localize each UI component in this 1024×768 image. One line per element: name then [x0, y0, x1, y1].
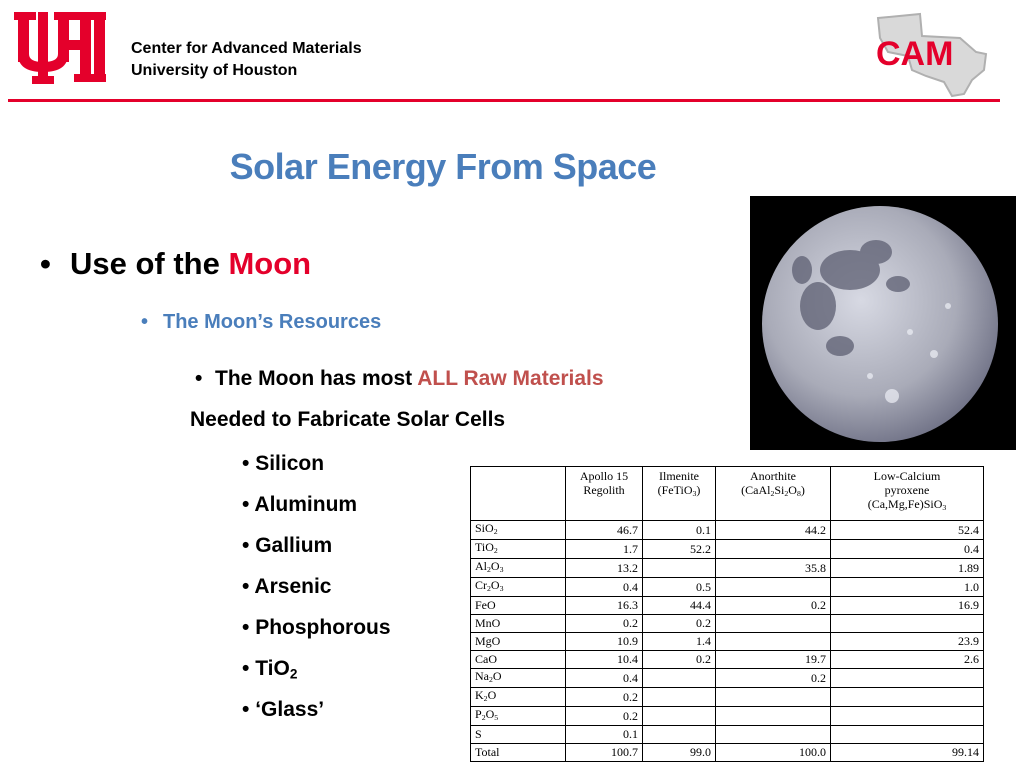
table-cell: 46.7: [566, 521, 643, 540]
row-label: $K_2O$: [471, 687, 566, 706]
table-cell: 0.2: [716, 596, 831, 614]
materials-list: [242, 452, 391, 739]
list-item: • Silicon: [242, 452, 325, 475]
org-line-2: University of Houston: [131, 62, 298, 79]
column-header: Low-Calcium pyroxene (Ca,Mg,Fe)SiO$_3$: [831, 467, 984, 521]
table-cell: [716, 706, 831, 725]
table-cell: 0.5: [643, 577, 716, 596]
bullet2-text: The Moon’s Resources: [163, 311, 382, 333]
bullet1-text: Use of the: [70, 246, 229, 281]
table-cell: 1.89: [831, 558, 984, 577]
table-cell: [643, 558, 716, 577]
table-cell: 100.7: [566, 743, 643, 761]
table-cell: 35.8: [716, 558, 831, 577]
bullet-marker: •: [141, 311, 149, 333]
bullet-raw-materials: [195, 367, 604, 391]
organization-name: [131, 38, 362, 82]
table-cell: 23.9: [831, 632, 984, 650]
table-cell: 0.2: [643, 614, 716, 632]
table-cell: [643, 706, 716, 725]
table-row: [471, 558, 984, 577]
table-header-row: [471, 467, 984, 521]
table-cell: [831, 687, 984, 706]
row-label: MnO: [471, 614, 566, 632]
list-item: • Gallium: [242, 534, 333, 557]
table-cell: 0.2: [643, 650, 716, 668]
table-cell: 2.6: [831, 650, 984, 668]
table-cell: 0.1: [566, 725, 643, 743]
cam-logo-text: CAM: [876, 35, 954, 73]
bullet3-continuation: Needed to Fabricate Solar Cells: [190, 408, 506, 431]
bullet3-highlight: ALL Raw Materials: [417, 367, 604, 390]
table-cell: 10.4: [566, 650, 643, 668]
row-label: $Cr_2O_3$: [471, 577, 566, 596]
table-row: [471, 614, 984, 632]
table-cell: 1.4: [643, 632, 716, 650]
table-cell: [831, 725, 984, 743]
table-cell: 44.2: [716, 521, 831, 540]
row-label: Total: [471, 743, 566, 761]
table-cell: [716, 725, 831, 743]
row-label: $P_2O_5$: [471, 706, 566, 725]
table-cell: 0.2: [566, 614, 643, 632]
row-label: S: [471, 725, 566, 743]
table-cell: 44.4: [643, 596, 716, 614]
table-cell: 0.4: [566, 577, 643, 596]
composition-table: [470, 466, 984, 762]
table-cell: [643, 668, 716, 687]
bullet-use-of-moon: [40, 246, 311, 282]
row-label: TiO$_2$: [471, 539, 566, 558]
table-row: [471, 539, 984, 558]
table-cell: 52.4: [831, 521, 984, 540]
column-header: [471, 467, 566, 521]
table-cell: [716, 614, 831, 632]
bullet1-highlight: Moon: [228, 246, 312, 281]
table-cell: 1.7: [566, 539, 643, 558]
column-header: Ilmenite (FeTiO$_3$): [643, 467, 716, 521]
table-row: [471, 632, 984, 650]
table-row: [471, 521, 984, 540]
table-cell: [643, 687, 716, 706]
table-cell: 1.0: [831, 577, 984, 596]
table-cell: 0.4: [831, 539, 984, 558]
table-cell: 99.14: [831, 743, 984, 761]
table-cell: [716, 687, 831, 706]
table-cell: [716, 539, 831, 558]
bullet-moon-resources: [141, 311, 381, 334]
column-header: Anorthite $(CaAl_2Si_2O_8)$: [716, 467, 831, 521]
org-line-1: Center for Advanced Materials: [131, 40, 362, 57]
table-row: [471, 650, 984, 668]
table-row: [471, 596, 984, 614]
table-cell: 0.2: [716, 668, 831, 687]
table-cell: [831, 668, 984, 687]
slide-title: Solar Energy From Space: [229, 146, 657, 187]
row-label: $Al_2O_3$: [471, 558, 566, 577]
header-divider: [8, 99, 1000, 102]
table-cell: 19.7: [716, 650, 831, 668]
bullet-marker: •: [40, 246, 51, 281]
list-item: • Aluminum: [242, 493, 358, 516]
row-label: SiO$_2$: [471, 521, 566, 540]
bullet3-text: The Moon has most: [215, 367, 418, 390]
table-cell: [716, 632, 831, 650]
list-item: • ‘Glass’: [242, 698, 325, 721]
table-row: [471, 687, 984, 706]
cam-logo: [868, 8, 996, 98]
table-body: [471, 521, 984, 762]
bullet-marker: •: [195, 367, 203, 390]
table-cell: [831, 706, 984, 725]
table-cell: 52.2: [643, 539, 716, 558]
table-cell: 16.9: [831, 596, 984, 614]
row-label: FeO: [471, 596, 566, 614]
row-label: MgO: [471, 632, 566, 650]
table-cell: 13.2: [566, 558, 643, 577]
table-row: [471, 706, 984, 725]
table-row: [471, 725, 984, 743]
row-label: $Na_2O$: [471, 668, 566, 687]
table-cell: [716, 577, 831, 596]
table-cell: 0.1: [643, 521, 716, 540]
list-item: • Arsenic: [242, 575, 332, 598]
table-row: [471, 743, 984, 761]
uh-logo: [14, 10, 106, 84]
table-row: [471, 577, 984, 596]
table-cell: 0.4: [566, 668, 643, 687]
table-cell: 100.0: [716, 743, 831, 761]
table-cell: 0.2: [566, 687, 643, 706]
table-row: [471, 668, 984, 687]
list-item: • TiO$_2$: [242, 657, 298, 682]
table-cell: 99.0: [643, 743, 716, 761]
table-cell: 16.3: [566, 596, 643, 614]
row-label: CaO: [471, 650, 566, 668]
table-cell: 0.2: [566, 706, 643, 725]
list-item: • Phosphorous: [242, 616, 391, 639]
table-cell: [831, 614, 984, 632]
table-cell: 10.9: [566, 632, 643, 650]
moon-photo: [750, 196, 1016, 450]
table-cell: [643, 725, 716, 743]
column-header: Apollo 15 Regolith: [566, 467, 643, 521]
